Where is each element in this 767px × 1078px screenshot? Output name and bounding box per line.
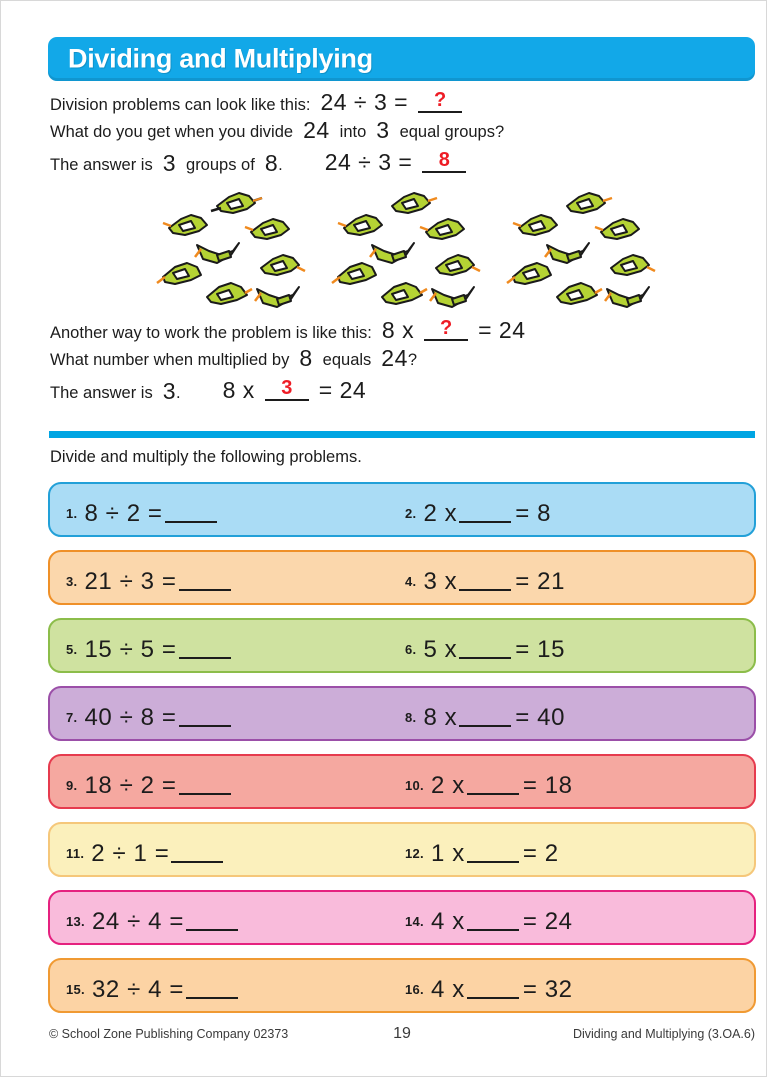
lesson-line-2-end: equal groups? [399, 123, 505, 141]
lesson-line-6-number-1: 3 [162, 378, 177, 404]
page-title: Dividing and Multiplying [68, 43, 373, 74]
problem-12 [405, 840, 559, 868]
problem-expression: 4 x [430, 976, 465, 1003]
answer-blank[interactable] [459, 639, 511, 659]
lesson-line-4-blank [424, 319, 468, 341]
problem-6 [405, 636, 565, 664]
problem-expression: 4 x [430, 908, 465, 935]
problem-number: 6. [405, 642, 417, 657]
problem-expression: 8 ÷ 2 = [84, 500, 163, 527]
bird-icon [426, 281, 480, 315]
answer-blank[interactable] [467, 979, 519, 999]
lesson-line-3-mid: groups of [186, 156, 255, 174]
lesson-line-5-mid: equals [322, 351, 372, 369]
problem-11 [66, 840, 225, 868]
lesson-line-4-expression-left: 8 x [381, 317, 415, 343]
bird-icon [418, 215, 472, 249]
lesson-line-1-answer: ? [433, 89, 447, 111]
answer-blank[interactable] [165, 503, 217, 523]
problem-row [48, 958, 756, 1013]
problem-3 [66, 568, 233, 596]
lesson-line-6-answer: 3 [281, 377, 293, 399]
bird-illustration [161, 189, 681, 315]
footer-copyright: © School Zone Publishing Company 02373 [49, 1027, 289, 1041]
problem-row [48, 754, 756, 809]
bird-icon [601, 281, 655, 315]
problem-10 [405, 772, 573, 800]
lesson-explanation [50, 87, 750, 177]
lesson-line-3 [50, 147, 750, 177]
problem-2 [405, 500, 551, 528]
bird-group-3 [511, 189, 676, 315]
answer-blank[interactable] [186, 979, 238, 999]
lesson-line-1-text: Division problems can look like this: [50, 96, 311, 114]
answer-blank[interactable] [179, 775, 231, 795]
problem-row [48, 550, 756, 605]
problem-expression: 32 ÷ 4 = [91, 976, 185, 1003]
answer-blank[interactable] [186, 911, 238, 931]
problem-4 [405, 568, 565, 596]
problem-number: 5. [66, 642, 78, 657]
problem-expression-tail: = 21 [515, 568, 566, 595]
problem-expression: 24 ÷ 4 = [91, 908, 185, 935]
problem-row [48, 686, 756, 741]
problem-expression: 40 ÷ 8 = [84, 704, 177, 731]
problem-expression-tail: = 18 [522, 772, 573, 799]
lesson-line-3-answer: 8 [438, 149, 450, 171]
problem-number: 15. [66, 982, 85, 997]
answer-blank[interactable] [171, 843, 223, 863]
problem-expression: 8 x [423, 704, 458, 731]
problem-number: 12. [405, 846, 424, 861]
problem-expression-tail: = 8 [515, 500, 552, 527]
worksheet-sheet [1, 1, 767, 1078]
answer-blank[interactable] [467, 843, 519, 863]
lesson-line-4-answer: ? [439, 317, 453, 339]
problem-expression-tail: = 2 [522, 840, 559, 867]
lesson-line-5-number-2: 24 [381, 345, 408, 371]
lesson-line-3-number-2: 8 [264, 150, 279, 176]
lesson-line-1 [50, 87, 750, 117]
lesson-line-3-period: . [278, 156, 283, 174]
problem-number: 9. [66, 778, 78, 793]
answer-blank[interactable] [459, 571, 511, 591]
problem-row [48, 822, 756, 877]
problem-expression: 1 x [430, 840, 465, 867]
problem-9 [66, 772, 233, 800]
bird-icon [428, 251, 482, 285]
problem-number: 1. [66, 506, 78, 521]
problem-13 [66, 908, 240, 936]
answer-blank[interactable] [179, 639, 231, 659]
answer-blank[interactable] [459, 707, 511, 727]
title-banner [48, 37, 755, 81]
answer-blank[interactable] [467, 911, 519, 931]
lesson-line-4-expression-right: = 24 [478, 317, 526, 343]
bird-icon [549, 277, 603, 311]
problem-number: 16. [405, 982, 424, 997]
problem-number: 10. [405, 778, 424, 793]
lesson-line-4 [50, 315, 750, 345]
problem-number: 7. [66, 710, 78, 725]
bird-icon [243, 215, 297, 249]
problem-expression: 2 x [430, 772, 465, 799]
lesson-line-6-expression-left: 8 x [222, 377, 255, 403]
lesson-line-2 [50, 117, 750, 147]
bird-icon [251, 281, 305, 315]
lesson-line-2-text: What do you get when you divide [50, 123, 294, 141]
problem-number: 8. [405, 710, 417, 725]
lesson-line-2-number-1: 24 [303, 117, 330, 143]
problem-number: 14. [405, 914, 424, 929]
problem-number: 2. [405, 506, 417, 521]
lesson-line-1-expression: 24 ÷ 3 = [320, 89, 409, 115]
lesson-line-3-number-1: 3 [162, 150, 177, 176]
problem-rows [48, 482, 756, 1026]
footer-lesson-ref: Dividing and Multiplying (3.OA.6) [572, 1027, 755, 1041]
problem-expression: 21 ÷ 3 = [84, 568, 177, 595]
problem-expression-tail: = 40 [515, 704, 566, 731]
problem-number: 11. [66, 846, 85, 861]
lesson-line-5 [50, 345, 750, 375]
bird-icon [603, 251, 657, 285]
problem-5 [66, 636, 233, 664]
lesson-line-5-text: What number when multiplied by [50, 351, 290, 369]
problem-14 [405, 908, 573, 936]
problem-expression: 5 x [423, 636, 458, 663]
lesson-line-5-end: ? [407, 351, 418, 369]
problem-number: 3. [66, 574, 78, 589]
bird-icon [593, 215, 647, 249]
lesson-line-3-prefix: The answer is [50, 156, 153, 174]
problem-16 [405, 976, 573, 1004]
page-footer [49, 1027, 755, 1047]
lesson-line-6-period: . [176, 384, 181, 402]
lesson-line-6 [50, 375, 750, 405]
problem-expression: 3 x [423, 568, 458, 595]
answer-blank[interactable] [179, 707, 231, 727]
lesson-line-6-expression-right: = 24 [318, 377, 367, 403]
problem-7 [66, 704, 233, 732]
problem-row [48, 890, 756, 945]
lesson-line-1-blank [418, 91, 462, 113]
problem-row [48, 482, 756, 537]
problem-expression: 18 ÷ 2 = [84, 772, 177, 799]
lesson-line-3-expression: 24 ÷ 3 = [324, 149, 413, 175]
problem-8 [405, 704, 565, 732]
lesson-explanation-part-2 [50, 315, 750, 405]
lesson-line-3-blank [422, 151, 466, 173]
problem-expression-tail: = 32 [522, 976, 573, 1003]
lesson-line-2-number-2: 3 [376, 117, 390, 143]
bird-icon [199, 277, 253, 311]
directions-text: Divide and multiply the following problems. [50, 448, 362, 466]
problem-15 [66, 976, 240, 1004]
lesson-line-5-number-1: 8 [299, 345, 313, 371]
lesson-line-4-text: Another way to work the problem is like this: [50, 324, 372, 342]
answer-blank[interactable] [459, 503, 511, 523]
lesson-line-6-blank [265, 379, 309, 401]
answer-blank[interactable] [467, 775, 519, 795]
section-divider [49, 431, 755, 438]
problem-row [48, 618, 756, 673]
bird-icon [374, 277, 428, 311]
bird-icon [253, 251, 307, 285]
bird-group-1 [161, 189, 326, 315]
problem-expression: 2 x [423, 500, 458, 527]
problem-number: 13. [66, 914, 85, 929]
lesson-line-6-prefix: The answer is [50, 384, 153, 402]
problem-expression-tail: = 15 [515, 636, 566, 663]
footer-page-number: 19 [393, 1025, 411, 1042]
problem-expression: 2 ÷ 1 = [91, 840, 170, 867]
problem-expression-tail: = 24 [522, 908, 573, 935]
problem-1 [66, 500, 219, 528]
answer-blank[interactable] [179, 571, 231, 591]
problem-number: 4. [405, 574, 417, 589]
problem-expression: 15 ÷ 5 = [84, 636, 177, 663]
lesson-line-2-mid: into [339, 123, 367, 141]
bird-group-2 [336, 189, 501, 315]
